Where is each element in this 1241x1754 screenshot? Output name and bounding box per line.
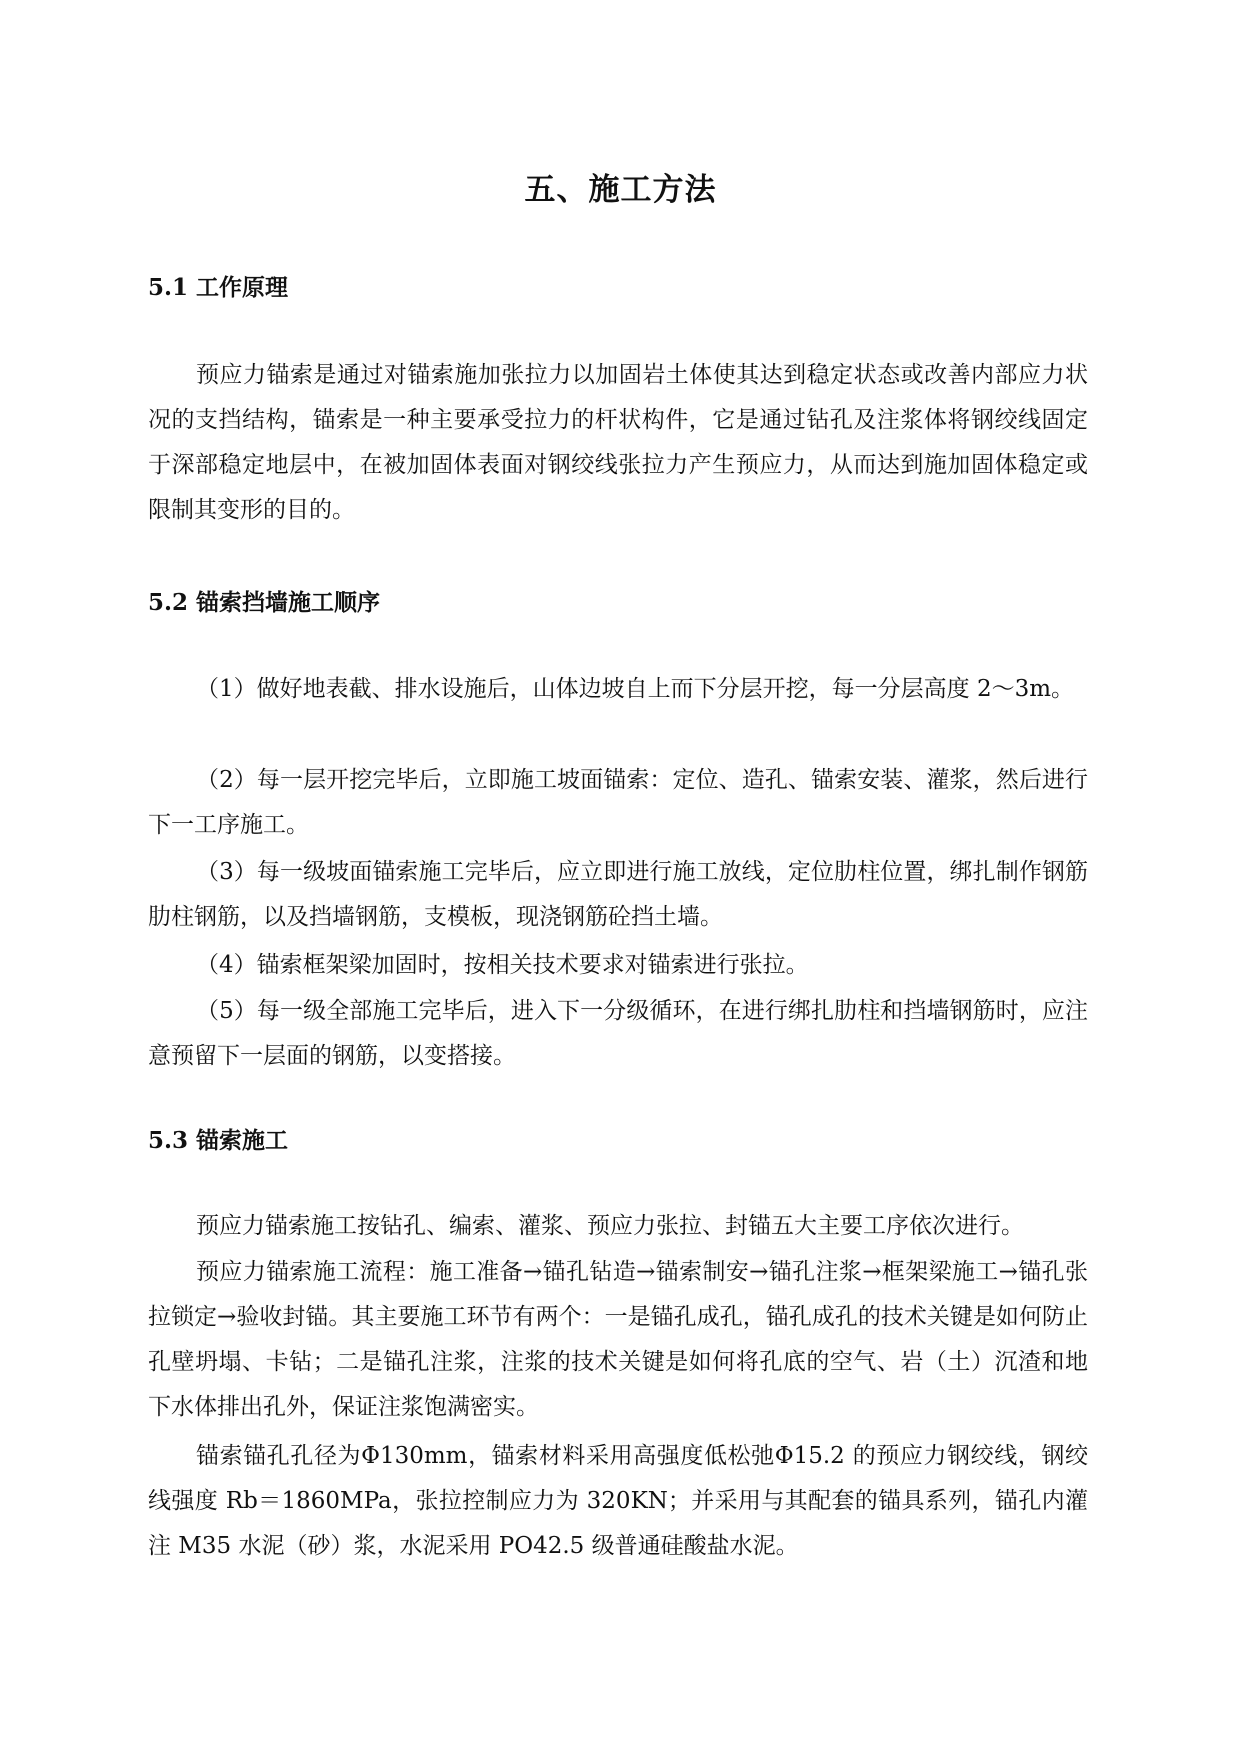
list-item-step-2: （2）每一层开挖完毕后，立即施工坡面锚索：定位、造孔、锚索安装、灌浆，然后进行下一工序施工。 [148, 767, 1088, 838]
paragraph-anchor-flow: 预应力锚索施工流程：施工准备→锚孔钻造→锚索制安→锚孔注浆→框架梁施工→锚孔张拉锁定→验收封锚。其主要施工环节有两个：一是锚孔成孔，锚孔成孔的技术关键是如何防止孔壁坍塌、卡钻；二是锚孔注浆，注浆的技术关键是如何将孔底的空气、岩（土）沉渣和地下水体排出孔外，保证注浆饱满密实。 [148, 1259, 1088, 1420]
paragraph-anchor-process: 预应力锚索施工按钻孔、编索、灌浆、预应力张拉、封锚五大主要工序依次进行。 [196, 1213, 1024, 1239]
list-item-step-5: （5）每一级全部施工完毕后，进入下一分级循环，在进行绑扎肋柱和挡墙钢筋时，应注意预留下一层面的钢筋，以变搭接。 [148, 998, 1088, 1069]
paragraph-working-principle: 预应力锚索是通过对锚索施加张拉力以加固岩土体使其达到稳定状态或改善内部应力状况的支挡结构，锚索是一种主要承受拉力的杆状构件，它是通过钻孔及注浆体将钢绞线固定于深部稳定地层中，在被加固体表面对钢绞线张拉力产生预应力，从而达到施加固体稳定或限制其变形的目的。 [148, 362, 1088, 523]
paragraph-anchor-specs: 锚索锚孔孔径为Φ130mm，锚索材料采用高强度低松弛Φ15.2 的预应力钢绞线，钢绞线强度 Rb＝1860MPa，张拉控制应力为 320KN；并采用与其配套的锚具系列，锚孔内灌注 M35 水泥（砂）浆，水泥采用 PO42.5 级普通硅酸盐水泥。 [148, 1443, 1088, 1559]
list-item-step-1: （1）做好地表截、排水设施后，山体边坡自上而下分层开挖，每一分层高度 2～3m。 [196, 676, 1075, 702]
section-heading-5-3: 5.3 锚索施工 [148, 1127, 289, 1154]
section-heading-5-1: 5.1 工作原理 [148, 274, 289, 301]
section-heading-5-2: 5.2 锚索挡墙施工顺序 [148, 589, 381, 616]
list-item-step-4: （4）锚索框架梁加固时，按相关技术要求对锚索进行张拉。 [196, 952, 809, 978]
list-item-step-3: （3）每一级坡面锚索施工完毕后，应立即进行施工放线，定位肋柱位置，绑扎制作钢筋肋柱钢筋，以及挡墙钢筋，支模板，现浇钢筋砼挡土墙。 [148, 859, 1088, 930]
page-title: 五、施工方法 [524, 172, 717, 208]
